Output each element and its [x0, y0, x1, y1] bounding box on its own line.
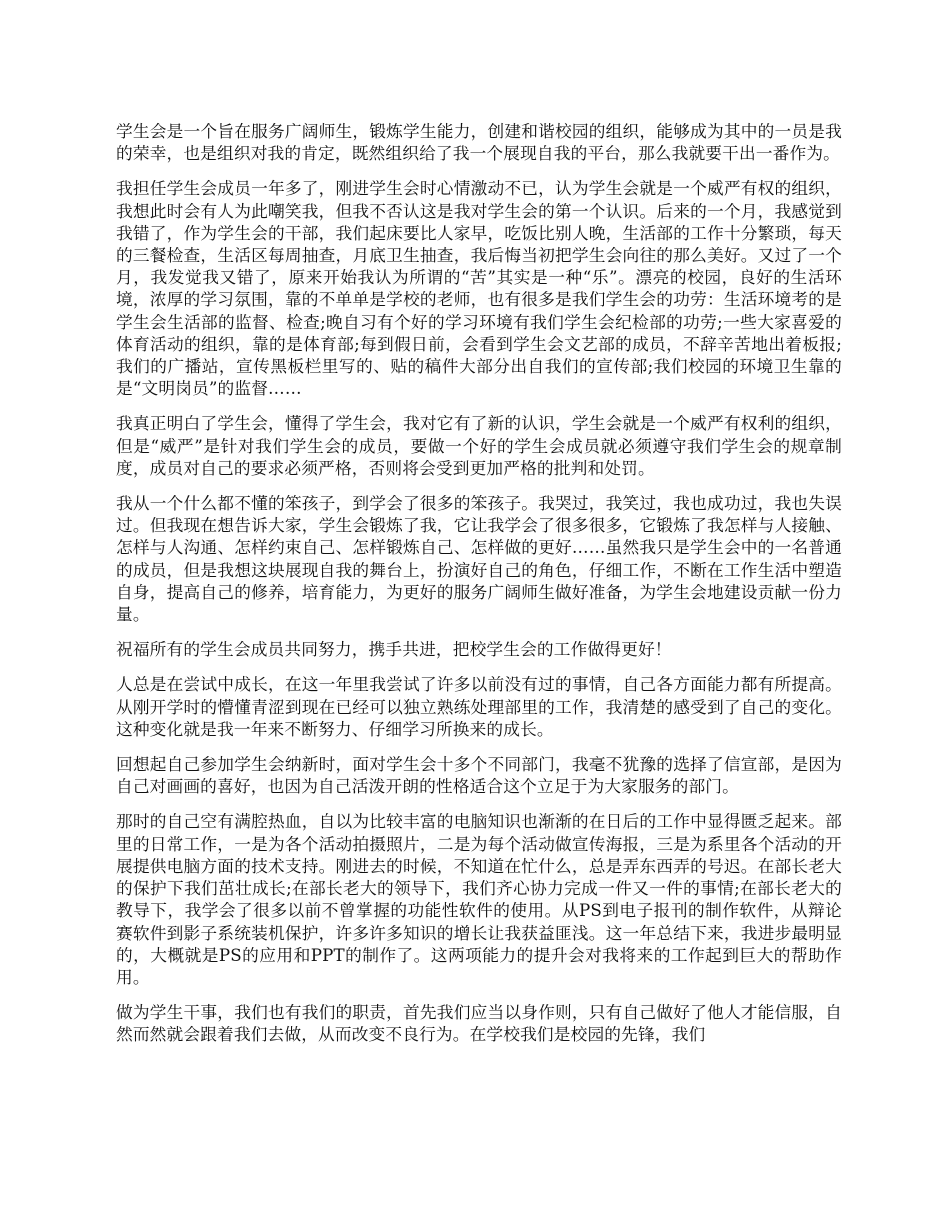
paragraph-5: 祝福所有的学生会成员共同努力，携手共进，把校学生会的工作做得更好！: [116, 639, 672, 660]
paragraph-7: 回想起自己参加学生会纳新时，面对学生会十多个不同部门，我毫不犹豫的选择了信宣部，是因为自己对画画的喜好，也因为自己活泼开朗的性格适合这个立足于为大家服务的部门。: [116, 754, 842, 797]
paragraph-1: 学生会是一个旨在服务广阔师生，锻炼学生能力，创建和谐校园的组织，能够成为其中的一员是我的荣幸，也是组织对我的肯定，既然组织给了我一个展现自我的平台，那么我就要干出一番作为。: [116, 121, 842, 164]
paragraph-2: 我担任学生会成员一年多了，刚进学生会时心情激动不已，认为学生会就是一个威严有权的组织，我想此时会有人为此嘲笑我，但我不否认这是我对学生会的第一个认识。后来的一个月，我感觉到我错了，作为学生会的干部，我们起床要比人家早，吃饭比别人晚，生活部的工作十分繁琐，每天的三餐检查，生活区每周抽查，月底卫生抽查，我后悔当初把学生会向往的那么美好。又过了一个月，我发觉我又错了，原来开始我认为所谓的“苦”其实是一种“乐”。漂亮的校园，良好的生活环境，浓厚的学习氛围，靠的不单单是学校的老师，也有很多是我们学生会的功劳：生活环境考的是学生会生活部的监督、检查;晚自习有个好的学习环境有我们学生会纪检部的功劳;一些大家喜爱的体育活动的组织，靠的是体育部;每到假日前，会看到学生会文艺部的成员，不辞辛苦地出着板报;我们的广播站，宣传黑板栏里写的、贴的稿件大部分出自我们的宣传部;我们校园的环境卫生靠的是“文明岗员”的监督……: [116, 178, 842, 399]
paragraph-4: 我从一个什么都不懂的笨孩子，到学会了很多的笨孩子。我哭过，我笑过，我也成功过，我也失误过。但我现在想告诉大家，学生会锻炼了我，它让我学会了很多很多，它锻炼了我怎样与人接触、怎样与人沟通、怎样约束自己、怎样锻炼自己、怎样做的更好……虽然我只是学生会中的一名普通的成员，但是我想这块展现自我的舞台上，扮演好自己的角色，仔细工作，不断在工作生活中塑造自身，提高自己的修养，培育能力，为更好的服务广阔师生做好准备，为学生会地建设贡献一份力量。: [116, 493, 842, 625]
document-body: [116, 120, 842, 1059]
paragraph-3: 我真正明白了学生会，懂得了学生会，我对它有了新的认识，学生会就是一个威严有权利的组织，但是“威严”是针对我们学生会的成员，要做一个好的学生会成员就必须遵守我们学生会的规章制度，成员对自己的要求必须严格，否则将会受到更加严格的批判和处罚。: [116, 413, 842, 478]
paragraph-8: 那时的自己空有满腔热血，自以为比较丰富的电脑知识也渐渐的在日后的工作中显得匮乏起来。部里的日常工作，一是为各个活动拍摄照片，二是为每个活动做宣传海报，三是为系里各个活动的开展提供电脑方面的技术支持。刚进去的时候，不知道在忙什么，总是弄东西弄的号迟。在部长老大的保护下我们茁壮成长;在部长老大的领导下，我们齐心协力完成一件又一件的事情;在部长老大的教导下，我学会了很多以前不曾掌握的功能性软件的使用。从PS到电子报刊的制作软件，从辩论赛软件到影子系统装机保护，许多许多知识的增长让我获益匪浅。这一年总结下来，我进步最明显的，大概就是PS的应用和PPT的制作了。这两项能力的提升会对我将来的工作起到巨大的帮助作用。: [116, 811, 842, 987]
paragraph-9: 做为学生干事，我们也有我们的职责，首先我们应当以身作则，只有自己做好了他人才能信服，自然而然就会跟着我们去做，从而改变不良行为。在学校我们是校园的先锋，我们: [116, 1002, 842, 1045]
paragraph-6: 人总是在尝试中成长，在这一年里我尝试了许多以前没有过的事情，自己各方面能力都有所提高。从刚开学时的懵懂青涩到现在已经可以独立熟练处理部里的工作，我清楚的感受到了自己的变化。这种变化就是我一年来不断努力、仔细学习所换来的成长。: [116, 674, 842, 739]
